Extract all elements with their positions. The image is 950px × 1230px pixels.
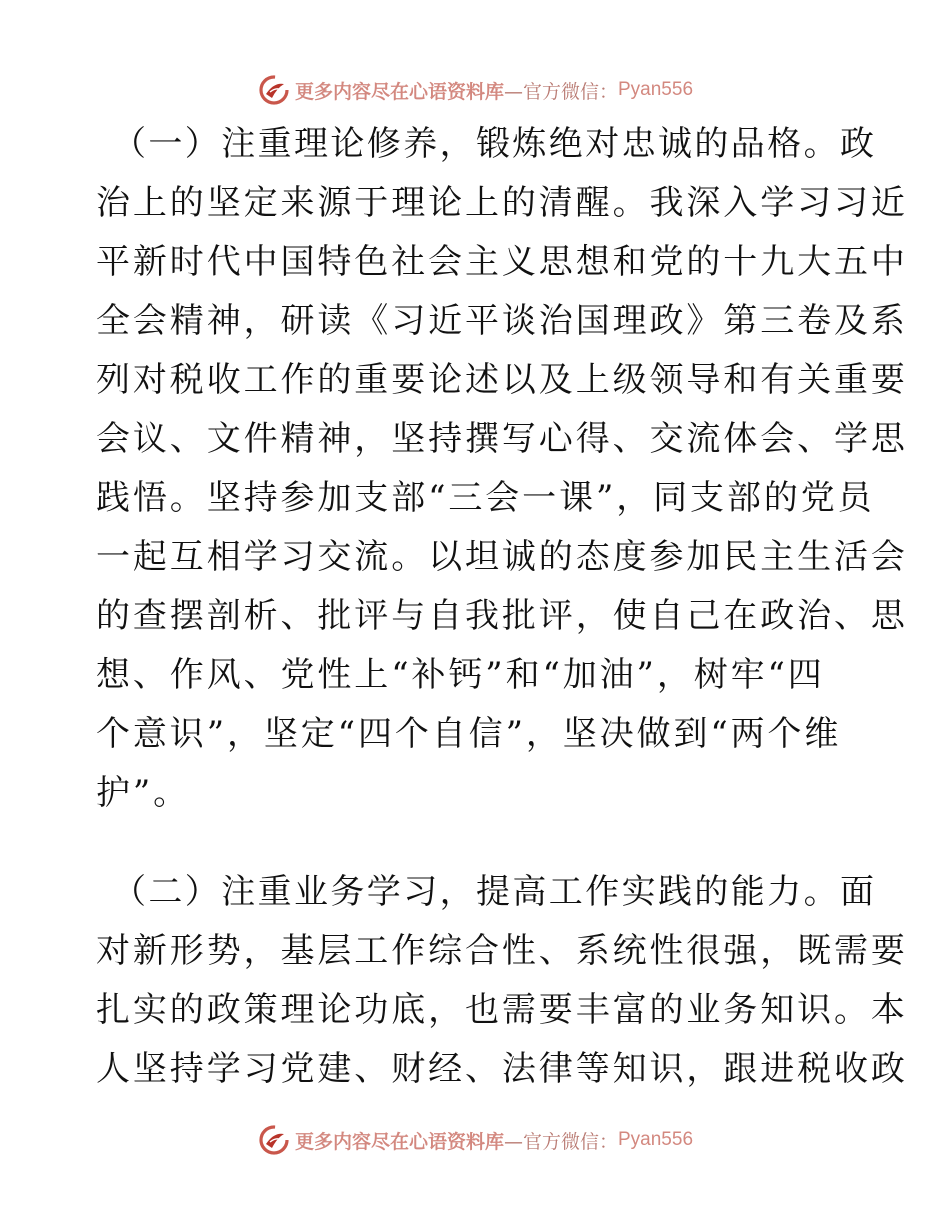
text-line: 全会精神，研读《习近平谈治国理政》第三卷及系 bbox=[96, 301, 908, 341]
header-banner bbox=[0, 70, 950, 110]
text-line: 扎实的政策理论功底，也需要丰富的业务知识。本 bbox=[96, 990, 908, 1030]
footer-banner bbox=[0, 1120, 950, 1160]
text-line: 人坚持学习党建、财经、法律等知识，跟进税收政 bbox=[96, 1049, 908, 1089]
footer-site-text: 更多内容尽在心语资料库 bbox=[294, 1130, 504, 1153]
header-site-text: 更多内容尽在心语资料库 bbox=[294, 80, 504, 103]
text-line: 列对税收工作的重要论述以及上级领导和有关重要 bbox=[96, 360, 908, 400]
brush-stroke-logo-icon bbox=[257, 1123, 291, 1157]
paragraph-2 bbox=[96, 863, 908, 1099]
text-line: 对新形势，基层工作综合性、系统性很强，既需要 bbox=[96, 931, 908, 971]
text-line: （一）注重理论修养，锻炼绝对忠诚的品格。政 bbox=[112, 124, 877, 164]
text-line: 护”。 bbox=[96, 773, 191, 813]
header-wechat-id: Pyan556 bbox=[618, 79, 694, 100]
text-line: 的查摆剖析、批评与自我批评，使自己在政治、思 bbox=[96, 596, 908, 636]
text-line: 会议、文件精神，坚持撰写心得、交流体会、学思 bbox=[96, 419, 908, 459]
footer-wechat-id: Pyan556 bbox=[618, 1129, 694, 1150]
text-line: 一起互相学习交流。以坦诚的态度参加民主生活会 bbox=[96, 537, 908, 577]
brush-stroke-logo-icon bbox=[257, 73, 291, 107]
footer-official-text: —官方微信： bbox=[503, 1130, 618, 1153]
header-official-text: —官方微信： bbox=[503, 80, 618, 103]
text-line: （二）注重业务学习，提高工作实践的能力。面 bbox=[112, 872, 877, 912]
document-body bbox=[96, 115, 908, 1099]
text-line: 想、作风、党性上“补钙”和“加油”，树牢“四 bbox=[96, 655, 825, 695]
paragraph-gap bbox=[96, 823, 856, 863]
text-line: 个意识”，坚定“四个自信”，坚决做到“两个维 bbox=[96, 714, 842, 754]
text-line: 践悟。坚持参加支部“三会一课”，同支部的党员 bbox=[96, 478, 875, 518]
text-line: 平新时代中国特色社会主义思想和党的十九大五中 bbox=[96, 242, 908, 282]
text-line: 治上的坚定来源于理论上的清醒。我深入学习习近 bbox=[96, 183, 908, 223]
paragraph-1 bbox=[96, 115, 908, 823]
